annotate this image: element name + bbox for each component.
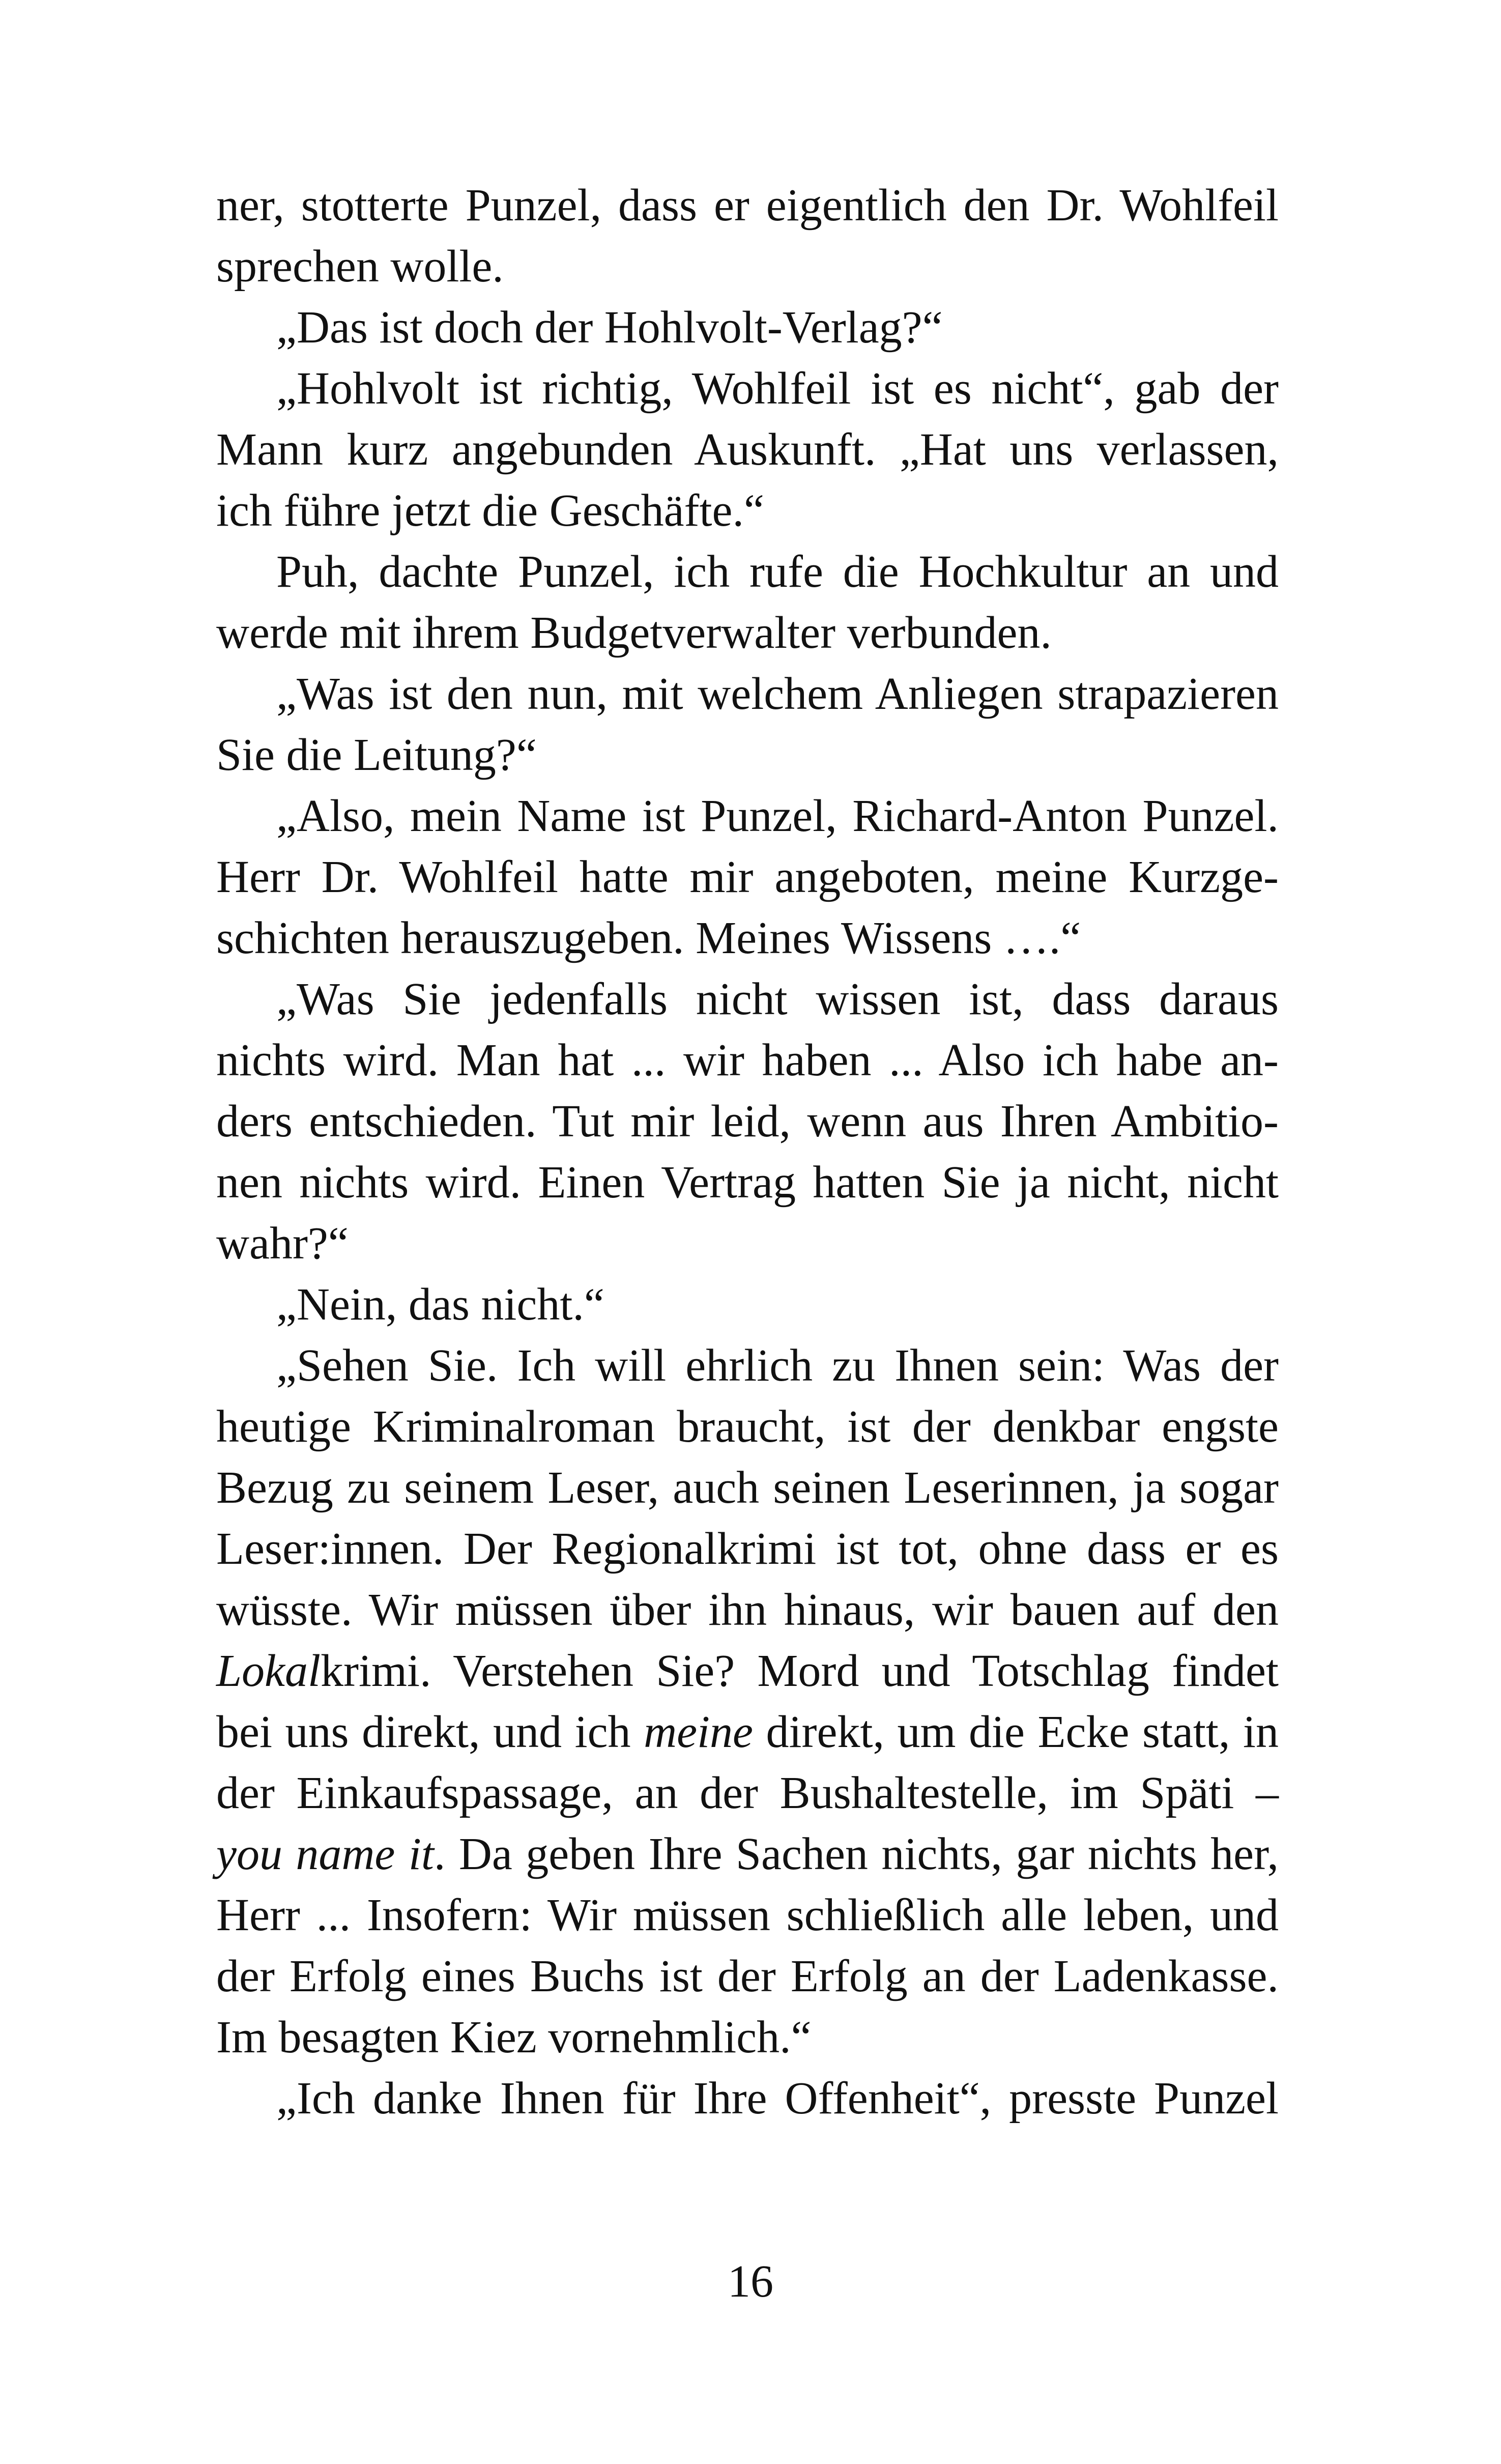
- text-line: Im besagten Kiez vornehmlich.“: [216, 2012, 812, 2062]
- text-line: „Das ist doch der Hohlvolt-Verlag?“: [276, 302, 943, 353]
- text-line: „Also, mein Name ist Punzel, Richard-Anton Punzel.: [276, 791, 1279, 841]
- text-line: werde mit ihrem Budgetverwalter verbunden.: [216, 608, 1052, 658]
- text-line: „Sehen Sie. Ich will ehrlich zu Ihnen sein: Was der: [276, 1340, 1279, 1391]
- text-line: „Ich danke Ihnen für Ihre Offenheit“, presste Punzel: [276, 2073, 1279, 2124]
- text-line: ders entschieden. Tut mir leid, wenn aus Ihren Ambitio-: [216, 1096, 1279, 1147]
- text-line: Herr Dr. Wohlfeil hatte mir angeboten, meine Kurzge-: [216, 852, 1279, 902]
- text-line: „Was ist den nun, mit welchem Anliegen strapazieren: [276, 669, 1279, 719]
- text-line: schichten herauszugeben. Meines Wissens ….“: [216, 913, 1081, 963]
- text-line: Herr ... Insofern: Wir müssen schließlich alle leben, und: [216, 1890, 1279, 1940]
- text-line: [216, 1824, 1279, 1885]
- text-line: Leser:innen. Der Regionalkrimi ist tot, ohne dass er es: [216, 1524, 1279, 1574]
- text-segment: krimi. Verstehen Sie? Mord und Totschlag findet: [321, 1646, 1279, 1696]
- text-segment: . Da geben Ihre Sachen nichts, gar nichts her,: [434, 1829, 1279, 1879]
- italic-segment: you name it: [216, 1829, 434, 1879]
- page-number: 16: [728, 2256, 773, 2307]
- text-line: „Hohlvolt ist richtig, Wohlfeil ist es nicht“, gab der: [276, 363, 1279, 414]
- text-line: sprechen wolle.: [216, 241, 504, 292]
- text-line: „Nein, das nicht.“: [276, 1279, 604, 1330]
- text-line: nen nichts wird. Einen Vertrag hatten Sie ja nicht, nicht: [216, 1157, 1279, 1208]
- text-line: nichts wird. Man hat ... wir haben ... Also ich habe an-: [216, 1035, 1279, 1085]
- italic-segment: Lokal: [216, 1646, 321, 1696]
- text-line: [216, 1641, 1279, 1702]
- text-line: heutige Kriminalroman braucht, ist der denkbar engste: [216, 1401, 1279, 1452]
- text-line: wahr?“: [216, 1218, 349, 1269]
- text-segment: direkt, um die Ecke statt, in: [753, 1707, 1279, 1757]
- text-line: ner, stotterte Punzel, dass er eigentlich den Dr. Wohlfeil: [216, 180, 1279, 231]
- body-text: [216, 175, 1279, 2129]
- text-line: der Einkaufspassage, an der Bushaltestelle, im Späti –: [216, 1768, 1279, 1818]
- text-line: wüsste. Wir müssen über ihn hinaus, wir bauen auf den: [216, 1585, 1279, 1635]
- text-line: „Was Sie jedenfalls nicht wissen ist, dass daraus: [276, 974, 1279, 1024]
- text-line: der Erfolg eines Buchs ist der Erfolg an der Ladenkasse.: [216, 1951, 1279, 2001]
- text-line: Sie die Leitung?“: [216, 730, 537, 780]
- text-line: [216, 1702, 1279, 1763]
- text-segment: bei uns direkt, und ich: [216, 1707, 644, 1757]
- text-line: Mann kurz angebunden Auskunft. „Hat uns verlassen,: [216, 424, 1279, 475]
- text-line: Puh, dachte Punzel, ich rufe die Hochkultur an und: [276, 547, 1279, 597]
- text-line: ich führe jetzt die Geschäfte.“: [216, 485, 764, 536]
- text-line: Bezug zu seinem Leser, auch seinen Leserinnen, ja sogar: [216, 1463, 1279, 1513]
- italic-segment: meine: [644, 1707, 753, 1757]
